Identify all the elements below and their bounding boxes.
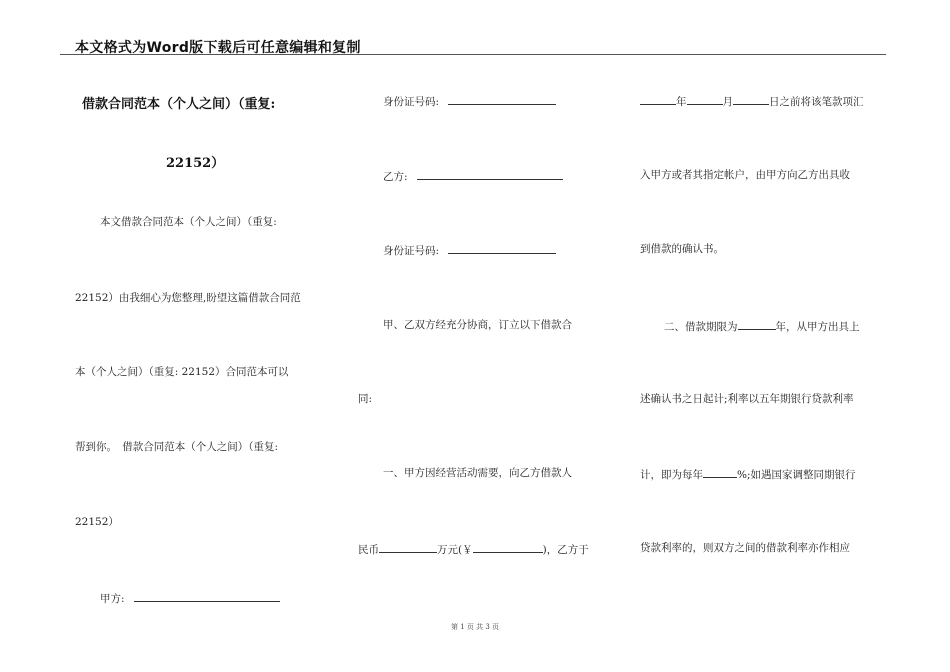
- annual-rate-tail: %;如遇国家调整同期银行: [737, 469, 856, 481]
- annual-rate-label: 计，即为每年: [640, 469, 703, 481]
- header-divider: [60, 54, 886, 55]
- clause-2-line-3: [640, 466, 856, 482]
- party-b-line: [383, 168, 563, 184]
- clause-2-line-4: 贷款利率的，则双方之间的借款利率亦作相应: [640, 542, 850, 554]
- agreement-line-1: 甲、乙双方经充分协商，订立以下借款合: [383, 319, 572, 331]
- party-b-label: 乙方:: [383, 171, 408, 183]
- rmb-label: 民币: [358, 544, 379, 556]
- page-number: 第 1 页 共 3 页: [450, 623, 500, 631]
- party-b-blank: [417, 168, 563, 180]
- clause-1-line-4: 到借款的确认书。: [640, 243, 724, 255]
- amount-figure-blank: [473, 541, 543, 553]
- party-a-blank: [134, 590, 280, 602]
- clause-2-line-1: [664, 318, 860, 334]
- amount-blank: [379, 541, 437, 553]
- month-blank: [687, 93, 723, 105]
- intro-line-2: 22152）由我细心为您整理,盼望这篇借款合同范: [75, 292, 301, 304]
- id-number-label-1: 身份证号码:: [383, 96, 440, 108]
- intro-line-3: 本（个人之间）（重复: 22152）合同范本可以: [75, 366, 289, 378]
- party-a-line: [100, 590, 280, 606]
- month-label: 月: [722, 96, 733, 108]
- id-number-line-2: [383, 242, 556, 258]
- party-a-label: 甲方:: [100, 593, 125, 605]
- clause-1-line-2: [358, 541, 589, 557]
- id-number-line-1: [383, 93, 556, 109]
- document-header-title: 本文格式为Word版下载后可任意编辑和复制: [75, 40, 361, 56]
- id-number-blank-1: [448, 93, 556, 105]
- annual-rate-blank: [703, 466, 737, 478]
- amount-unit-label: 万元(￥: [437, 544, 473, 556]
- contract-title-line-1: 借款合同范本（个人之间）（重复:: [82, 97, 276, 112]
- intro-line-5: 22152）: [75, 516, 119, 528]
- clause-1-line-3: 入甲方或者其指定帐户，由甲方向乙方出具收: [640, 169, 850, 181]
- clause-1-tail: )，乙方于: [542, 544, 589, 556]
- day-blank: [733, 93, 769, 105]
- clause-2-line-2: 述确认书之日起计;利率以五年期银行贷款利率: [640, 393, 854, 405]
- transfer-date-line: [640, 93, 864, 109]
- intro-line-1: 本文借款合同范本（个人之间）（重复:: [100, 216, 277, 228]
- contract-title-line-2: 22152）: [166, 156, 225, 171]
- year-label: 年: [676, 96, 687, 108]
- loan-term-label: 二、借款期限为: [664, 321, 738, 333]
- loan-term-tail: 年，从甲方出具上: [775, 321, 860, 333]
- id-number-label-2: 身份证号码:: [383, 245, 440, 257]
- agreement-line-2: 同:: [358, 393, 373, 405]
- year-blank: [640, 93, 676, 105]
- clause-1-line-1: 一、甲方因经营活动需要，向乙方借款人: [383, 467, 572, 479]
- transfer-date-tail: 日之前将该笔款项汇: [769, 96, 864, 108]
- loan-term-blank: [738, 318, 776, 330]
- intro-line-4: 帮到你。 借款合同范本（个人之间）（重复:: [75, 441, 279, 453]
- id-number-blank-2: [448, 242, 556, 254]
